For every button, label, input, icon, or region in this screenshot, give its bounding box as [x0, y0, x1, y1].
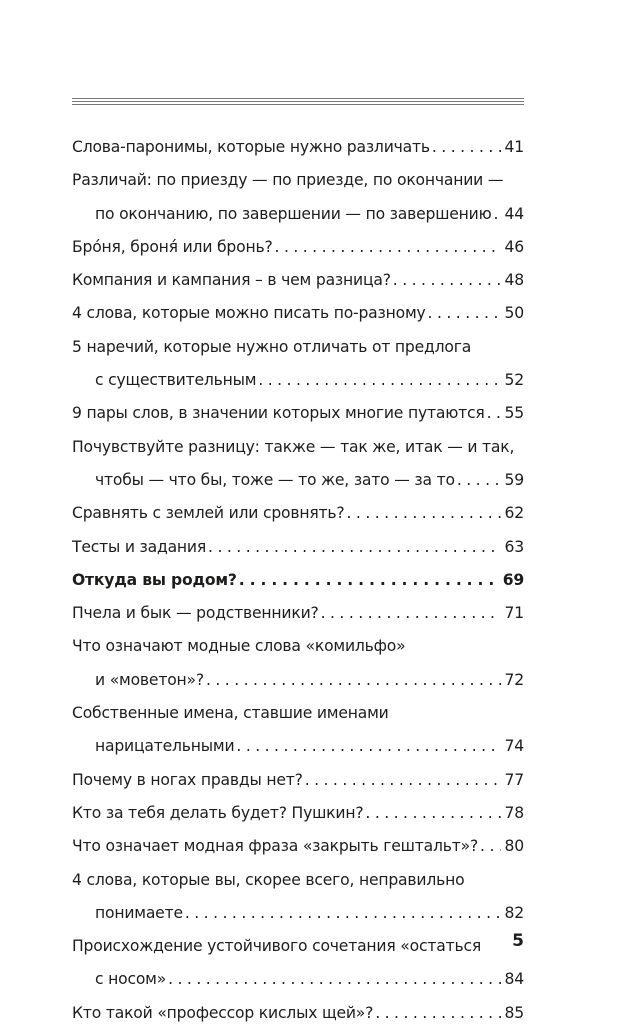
toc-entry-line: [72, 231, 524, 264]
toc-entry-page: 82: [504, 903, 524, 922]
toc-entry-line: [72, 264, 524, 297]
toc-entry-line: [72, 564, 524, 597]
toc-entry-line: [72, 664, 524, 697]
toc-entry-title: и «моветон»?: [95, 670, 204, 689]
toc-entry-title: Кто такой «профессор кислых щей»?: [72, 1003, 374, 1022]
dot-leader: [393, 264, 501, 297]
toc-entry-line: [72, 897, 524, 930]
toc-entry-title: по окончанию, по завершении — по завершению: [95, 204, 492, 223]
toc-entry-line: [72, 431, 524, 464]
toc-entry-title: Откуда вы родом?: [72, 570, 237, 589]
toc-entry-page: 74: [504, 737, 524, 756]
toc-entry-page: 48: [504, 271, 524, 290]
toc-entry-title: нарицательными: [95, 737, 235, 756]
toc-entry-line: [72, 864, 524, 897]
dot-leader: [494, 198, 501, 231]
toc-entry-page: 63: [504, 537, 524, 556]
toc-entry-page: 44: [504, 204, 524, 223]
toc-entry-line: [72, 331, 524, 364]
dot-leader: [239, 564, 499, 597]
toc-entry-page: 80: [504, 837, 524, 856]
toc-entry-title: 9 пары слов, в значении которых многие путаются: [72, 404, 485, 423]
dot-leader: [432, 131, 501, 164]
dot-leader: [480, 830, 501, 863]
page-number: 5: [512, 931, 524, 951]
toc-entry-title: Что означают модные слова «комильфо»: [72, 637, 406, 656]
dot-leader: [168, 963, 500, 996]
dot-leader: [347, 497, 501, 530]
toc-entry-title: 4 слова, которые можно писать по-разному: [72, 304, 426, 323]
toc-entry-title: Пчела и бык — родственники?: [72, 604, 319, 623]
toc-entry-line: [72, 630, 524, 663]
toc-entry-line: [72, 131, 524, 164]
header-rule-bottom: [72, 104, 524, 105]
toc-entry-line: [72, 397, 524, 430]
toc-entry-line: [72, 797, 524, 830]
toc-entry-page: 59: [504, 470, 524, 489]
toc-entry-line: [72, 764, 524, 797]
toc-entry-page: 46: [504, 237, 524, 256]
toc-entry-line: [72, 997, 524, 1030]
dot-leader: [258, 364, 500, 397]
dot-leader: [305, 764, 501, 797]
toc-entry-line: [72, 963, 524, 996]
toc-entry-title: Собственные имена, ставшие именами: [72, 704, 389, 723]
dot-leader: [206, 664, 501, 697]
toc-entry-title: Происхождение устойчивого сочетания «остаться: [72, 937, 482, 956]
toc-entry-title: с существительным: [95, 371, 257, 390]
toc-entry-line: [72, 164, 524, 197]
toc-entry-line: [72, 364, 524, 397]
dot-leader: [275, 231, 501, 264]
dot-leader: [185, 897, 501, 930]
dot-leader: [321, 597, 501, 630]
toc-entry-line: [72, 297, 524, 330]
toc-entry-title: Кто за тебя делать будет? Пушкин?: [72, 803, 364, 822]
toc-entry-line: [72, 830, 524, 863]
header-rule-top: [72, 98, 524, 99]
toc-entry-title: с носом»: [95, 970, 167, 989]
toc-entry-page: 41: [504, 138, 524, 156]
toc-entry-title: Слова-паронимы, которые нужно различать: [72, 138, 430, 156]
toc-entry-line: [72, 597, 524, 630]
toc-entry-title: Тесты и задания: [72, 537, 207, 556]
toc-entry-line: [72, 730, 524, 763]
dot-leader: [457, 464, 501, 497]
toc-entry-page: 62: [504, 504, 524, 523]
dot-leader: [236, 730, 500, 763]
table-of-contents: [72, 131, 524, 1030]
toc-entry-line: [72, 930, 524, 963]
toc-entry-title: Бро́ня, броня́ или бронь?: [72, 237, 273, 256]
dot-leader: [375, 997, 500, 1030]
toc-entry-line: [72, 531, 524, 564]
dot-leader: [487, 397, 501, 430]
toc-entry-page: 72: [504, 670, 524, 689]
toc-entry-title: Компания и кампания – в чем разница?: [72, 271, 391, 290]
toc-entry-title: чтобы — что бы, тоже — то же, зато — за то: [95, 470, 455, 489]
toc-entry-page: 78: [504, 803, 524, 822]
toc-entry-title: Сравнять с землей или сровнять?: [72, 504, 345, 523]
toc-entry-page: 77: [504, 770, 524, 789]
dot-leader: [208, 531, 501, 564]
toc-entry-title: Что означает модная фраза «закрыть гештальт»?: [72, 837, 479, 856]
toc-entry-line: [72, 198, 524, 231]
toc-entry-title: 5 наречий, которые нужно отличать от предлога: [72, 337, 472, 356]
dot-leader: [428, 297, 501, 330]
dot-leader: [365, 797, 500, 830]
toc-entry-page: 85: [504, 1003, 524, 1022]
toc-entry-title: Различай: по приезду — по приезде, по окончании —: [72, 171, 504, 190]
toc-entry-page: 52: [504, 371, 524, 390]
toc-entry-page: 71: [504, 604, 524, 623]
toc-entry-title: 4 слова, которые вы, скорее всего, неправильно: [72, 870, 465, 889]
header-rule-middle: [72, 101, 524, 102]
toc-entry-page: 50: [504, 304, 524, 323]
toc-entry-page: 84: [504, 970, 524, 989]
toc-entry-title: Почему в ногах правды нет?: [72, 770, 303, 789]
toc-entry-line: [72, 697, 524, 730]
toc-entry-title: понимаете: [95, 903, 183, 922]
toc-entry-line: [72, 464, 524, 497]
toc-entry-line: [72, 497, 524, 530]
toc-entry-page: 69: [502, 570, 524, 589]
toc-entry-title: Почувствуйте разницу: также — так же, итак — и так,: [72, 437, 515, 456]
toc-entry-page: 55: [504, 404, 524, 423]
